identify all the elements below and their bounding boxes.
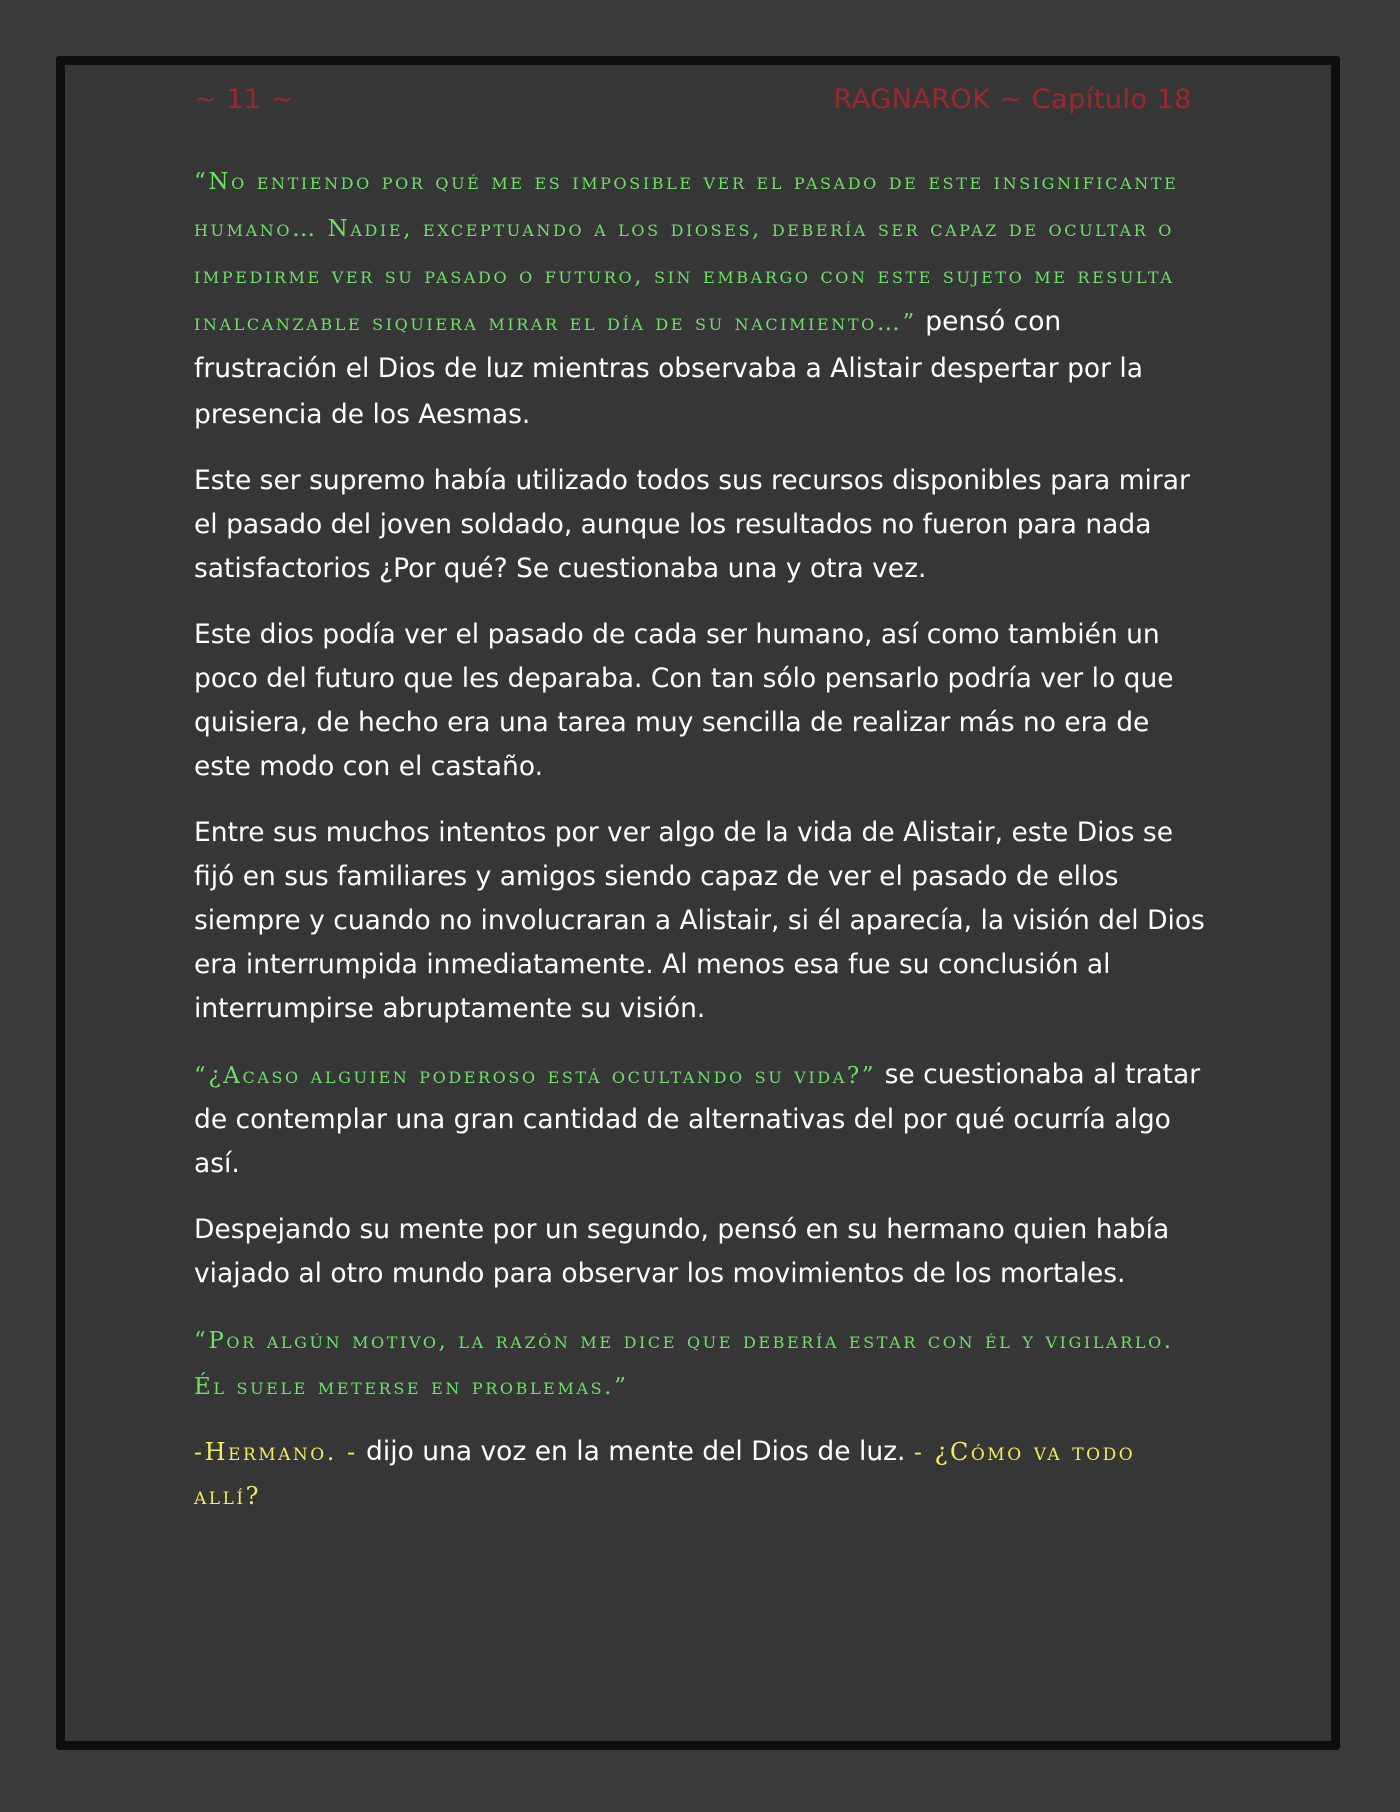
paragraph-1 <box>194 158 1212 437</box>
dialogue-line: -Hermano. - <box>194 1438 358 1466</box>
paragraph-8 <box>194 1430 1212 1518</box>
paragraph-5 <box>194 1053 1212 1186</box>
paragraph-2: Este ser supremo había utilizado todos sus recursos disponibles para mirar el pasado del joven soldado, aunque los resultados no fueron para nada satisfactorios ¿Por qué? Se cuestionaba una y otra vez. <box>194 465 1190 584</box>
page-number: ~ 11 ~ <box>194 84 294 115</box>
paragraph-3: Este dios podía ver el pasado de cada ser humano, así como también un poco del futuro que les deparaba. Con tan sólo pensarlo podría ver lo que quisiera, de hecho era una tarea muy sencilla de realizar más no era de este modo con el castaño. <box>194 619 1174 782</box>
narration: dijo una voz en la mente del Dios de luz. <box>357 1436 914 1467</box>
paragraph-6: Despejando su mente por un segundo, pensó en su hermano quien había viajado al otro mundo para observar los movimientos de los mortales. <box>194 1214 1170 1289</box>
paragraph-7 <box>194 1318 1212 1410</box>
dialogue-line: - ¿Cómo va todo allí? <box>194 1438 1136 1510</box>
paragraph-4: Entre sus muchos intentos por ver algo de la vida de Alistair, este Dios se fijó en sus familiares y amigos siendo capaz de ver el pasado de ellos siempre y cuando no involucraran a Alistair, si él aparecía, la visión del Dios era interrumpida inmediatamente. Al menos esa fue su conclusión al interrumpirse abruptamente su visión. <box>194 817 1205 1024</box>
chapter-title: RAGNAROK ~ Capítulo 18 <box>833 84 1192 115</box>
god-thought: “¿Acaso alguien poderoso está ocultando su vida?” <box>194 1063 877 1089</box>
narration: pensó con frustración el Dios de luz mientras observaba a Alistair despertar por la presencia de los Aesmas. <box>194 306 1144 430</box>
god-thought: “Por algún motivo, la razón me dice que debería estar con él y vigilarlo. Él suele meterse en problemas.” <box>194 1328 1174 1400</box>
narration: se cuestionaba al tratar de contemplar una gran cantidad de alternativas del por qué ocurría algo así. <box>194 1059 1201 1179</box>
god-thought: “No entiendo por qué me es imposible ver el pasado de este insignificante humano… Nadie, exceptuando a los dioses, debería ser capaz de ocultar o impedirme ver su pasado o futuro, sin embargo con este sujeto me resulta inalcanzable siquiera mirar el día de su nacimiento…” <box>194 169 1179 336</box>
page-content <box>194 158 1212 1540</box>
